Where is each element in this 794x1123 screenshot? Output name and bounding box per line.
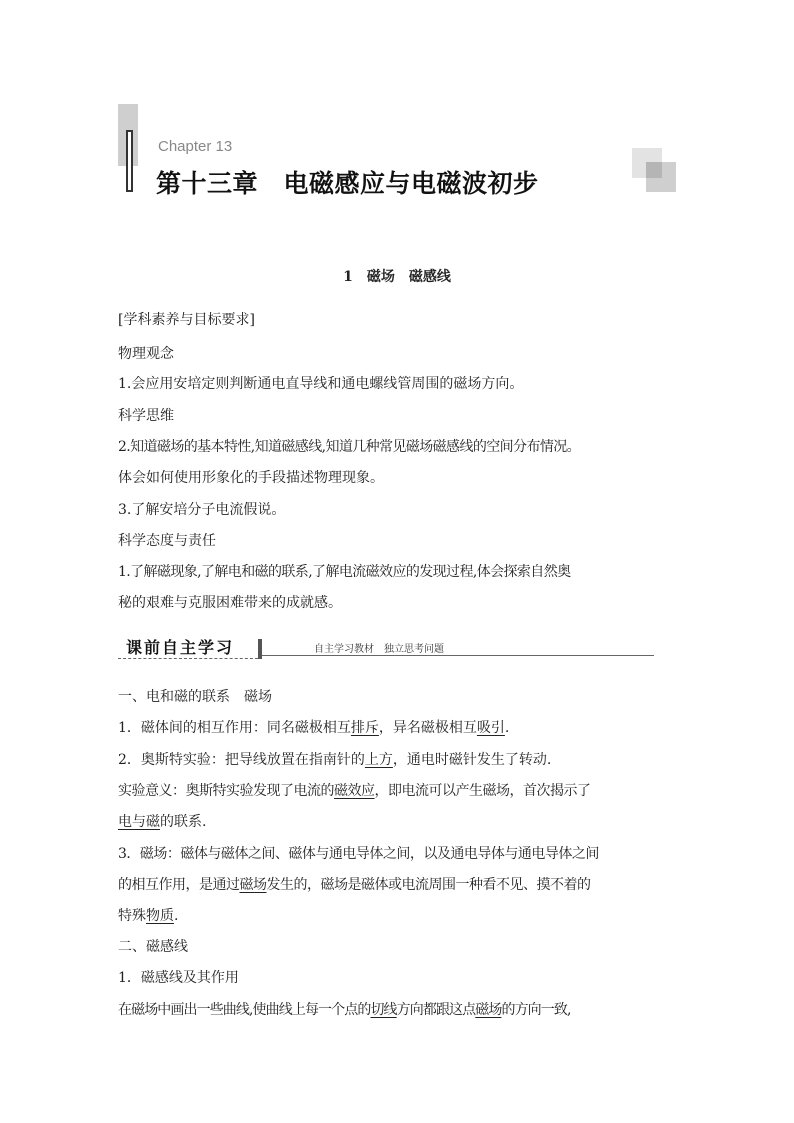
objective-line: 1.了解磁现象,了解电和磁的联系,了解电流磁效应的发现过程,体会探索自然奥 bbox=[118, 564, 571, 580]
answer-blank: 磁效应 bbox=[334, 783, 375, 799]
answer-blank: 上方 bbox=[364, 752, 393, 768]
text-segment: 3．磁场：磁体与磁体之间、磁体与通电导体之间，以及通电导体与通电导体之间 bbox=[118, 846, 599, 862]
content-line bbox=[118, 844, 599, 864]
decorative-bracket bbox=[126, 130, 133, 192]
objective-line: 科学态度与责任 bbox=[118, 533, 216, 549]
objective-line: 2.知道磁场的基本特性,知道磁感线,知道几种常见磁场磁感线的空间分布情况。 bbox=[118, 439, 581, 455]
answer-blank: 电与磁 bbox=[118, 814, 160, 830]
text-segment: 二、磁感线 bbox=[118, 939, 188, 955]
answer-blank: 排斥 bbox=[350, 720, 379, 736]
text-segment: 2．奥斯特实验：把导线放置在指南针的 bbox=[118, 752, 365, 768]
banner-label: 课前自主学习 bbox=[118, 637, 258, 659]
section-title: 1 磁场 磁感线 bbox=[343, 269, 451, 285]
content-line bbox=[118, 906, 178, 926]
chapter-title: 第十三章 电磁感应与电磁波初步 bbox=[156, 169, 539, 198]
objective-line: 3.了解安培分子电流假说。 bbox=[118, 502, 286, 518]
text-segment: . bbox=[174, 908, 179, 924]
answer-blank: 切线 bbox=[370, 1002, 397, 1018]
decorative-square bbox=[646, 162, 662, 178]
objective-line: 1.会应用安培定则判断通电直导线和通电螺线管周围的磁场方向。 bbox=[118, 376, 524, 392]
text-segment: ，即电流可以产生磁场，首次揭示了 bbox=[374, 783, 591, 799]
content-line bbox=[118, 875, 591, 895]
banner-subtitle: 自主学习教材 独立思考问题 bbox=[314, 644, 444, 655]
text-segment: ，异名磁极相互 bbox=[378, 720, 477, 736]
banner-rule bbox=[262, 655, 654, 656]
content-line bbox=[118, 1000, 571, 1020]
answer-blank: 物质 bbox=[146, 908, 174, 924]
text-segment: 发生的，磁场是磁体或电流周围一种看不见、摸不着的 bbox=[266, 877, 591, 893]
content-line bbox=[118, 687, 272, 707]
content-line bbox=[118, 781, 591, 801]
banner-bar bbox=[258, 639, 262, 659]
text-segment: 1．磁感线及其作用 bbox=[118, 970, 239, 986]
objective-line: 体会如何使用形象化的手段描述物理现象。 bbox=[118, 470, 384, 486]
answer-blank: 磁场 bbox=[239, 877, 267, 893]
content-line bbox=[118, 718, 509, 738]
text-segment: 的联系. bbox=[160, 814, 207, 830]
content-line bbox=[118, 750, 551, 770]
text-segment: 在磁场中画出一些曲线,使曲线上每一个点的 bbox=[118, 1002, 371, 1018]
content-line bbox=[118, 812, 206, 832]
section-banner bbox=[118, 637, 654, 663]
objective-line: [学科素养与目标要求] bbox=[118, 312, 255, 328]
objective-line: 秘的艰难与克服困难带来的成就感。 bbox=[118, 595, 342, 611]
text-segment: . bbox=[504, 720, 510, 736]
content-line bbox=[118, 968, 239, 988]
text-segment: ，通电时磁针发生了转动. bbox=[392, 752, 552, 768]
text-segment: 的方向一致, bbox=[501, 1002, 571, 1018]
content-line bbox=[118, 937, 188, 957]
answer-blank: 吸引 bbox=[476, 720, 505, 736]
answer-blank: 磁场 bbox=[475, 1002, 502, 1018]
text-segment: 特殊 bbox=[118, 908, 146, 924]
objective-line: 物理观念 bbox=[118, 346, 174, 362]
objective-line: 科学思维 bbox=[118, 408, 174, 424]
text-segment: 1．磁体间的相互作用：同名磁极相互 bbox=[118, 720, 351, 736]
text-segment: 实验意义：奥斯特实验发现了电流的 bbox=[118, 783, 334, 799]
text-segment: 方向都跟这点 bbox=[396, 1002, 476, 1018]
text-segment: 的相互作用，是通过 bbox=[118, 877, 240, 893]
chapter-number: Chapter 13 bbox=[158, 138, 233, 155]
text-segment: 一、电和磁的联系 磁场 bbox=[118, 689, 272, 705]
